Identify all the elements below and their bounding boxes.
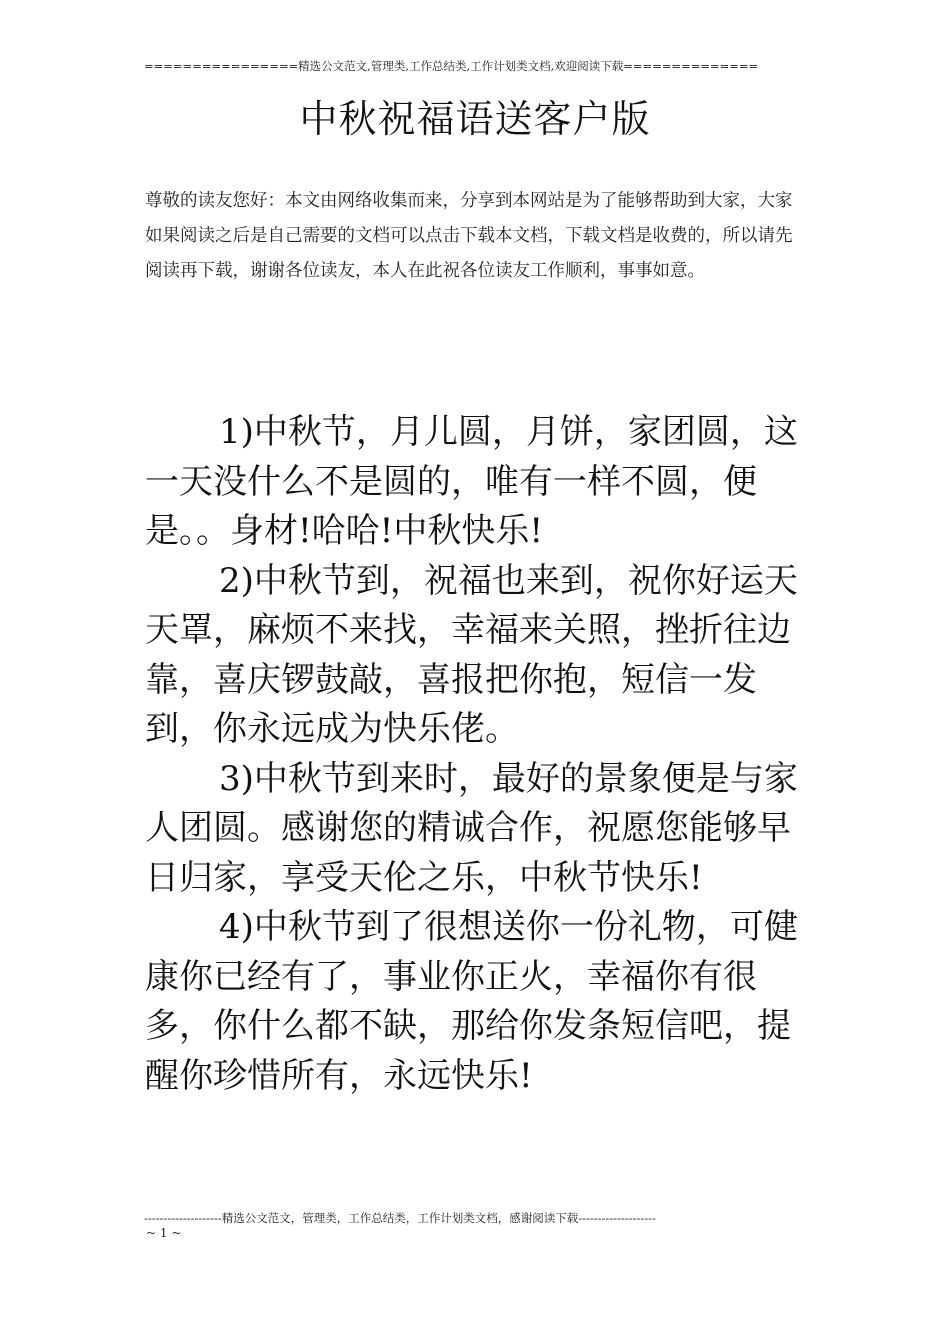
header-banner: ================精选公文范文,管理类,工作总结类,工作计划类文档,欢迎阅读下载============== [144, 59, 759, 73]
footer-banner: --------------------精选公文范文，管理类，工作总结类，工作计划类文档，感谢阅读下载-------------------- [144, 1211, 656, 1225]
document-title: 中秋祝福语送客户版 [299, 97, 651, 141]
blessing-paragraph-2: 2)中秋节到，祝福也来到，祝你好运天天罩，麻烦不来找，幸福来关照，挫折往边靠，喜庆锣鼓敲，喜报把你抱，短信一发到，你永远成为快乐佬。 [145, 560, 798, 749]
intro-paragraph: 尊敬的读友您好：本文由网络收集而来，分享到本网站是为了能够帮助到大家，大家如果阅读之后是自己需要的文档可以点击下载本文档，下载文档是收费的，所以请先阅读再下载，谢谢各位读友，本人在此祝各位读友工作顺利，事事如意。 [145, 191, 793, 281]
page-number: ~ 1 ~ [146, 1226, 182, 1240]
document-body [145, 408, 815, 1101]
blessing-paragraph-3: 3)中秋节到来时，最好的景象便是与家人团圆。感谢您的精诚合作，祝愿您能够早日归家，享受天伦之乐，中秋节快乐! [145, 758, 798, 898]
blessing-paragraph-1: 1)中秋节，月儿圆，月饼，家团圆，这一天没什么不是圆的，唯有一样不圆，便是。。身材!哈哈!中秋快乐! [145, 412, 798, 551]
blessing-paragraph-4: 4)中秋节到了很想送你一份礼物，可健康你已经有了，事业你正火，幸福你有很多，你什么都不缺，那给你发条短信吧，提醒你珍惜所有，永远快乐! [145, 907, 798, 1096]
